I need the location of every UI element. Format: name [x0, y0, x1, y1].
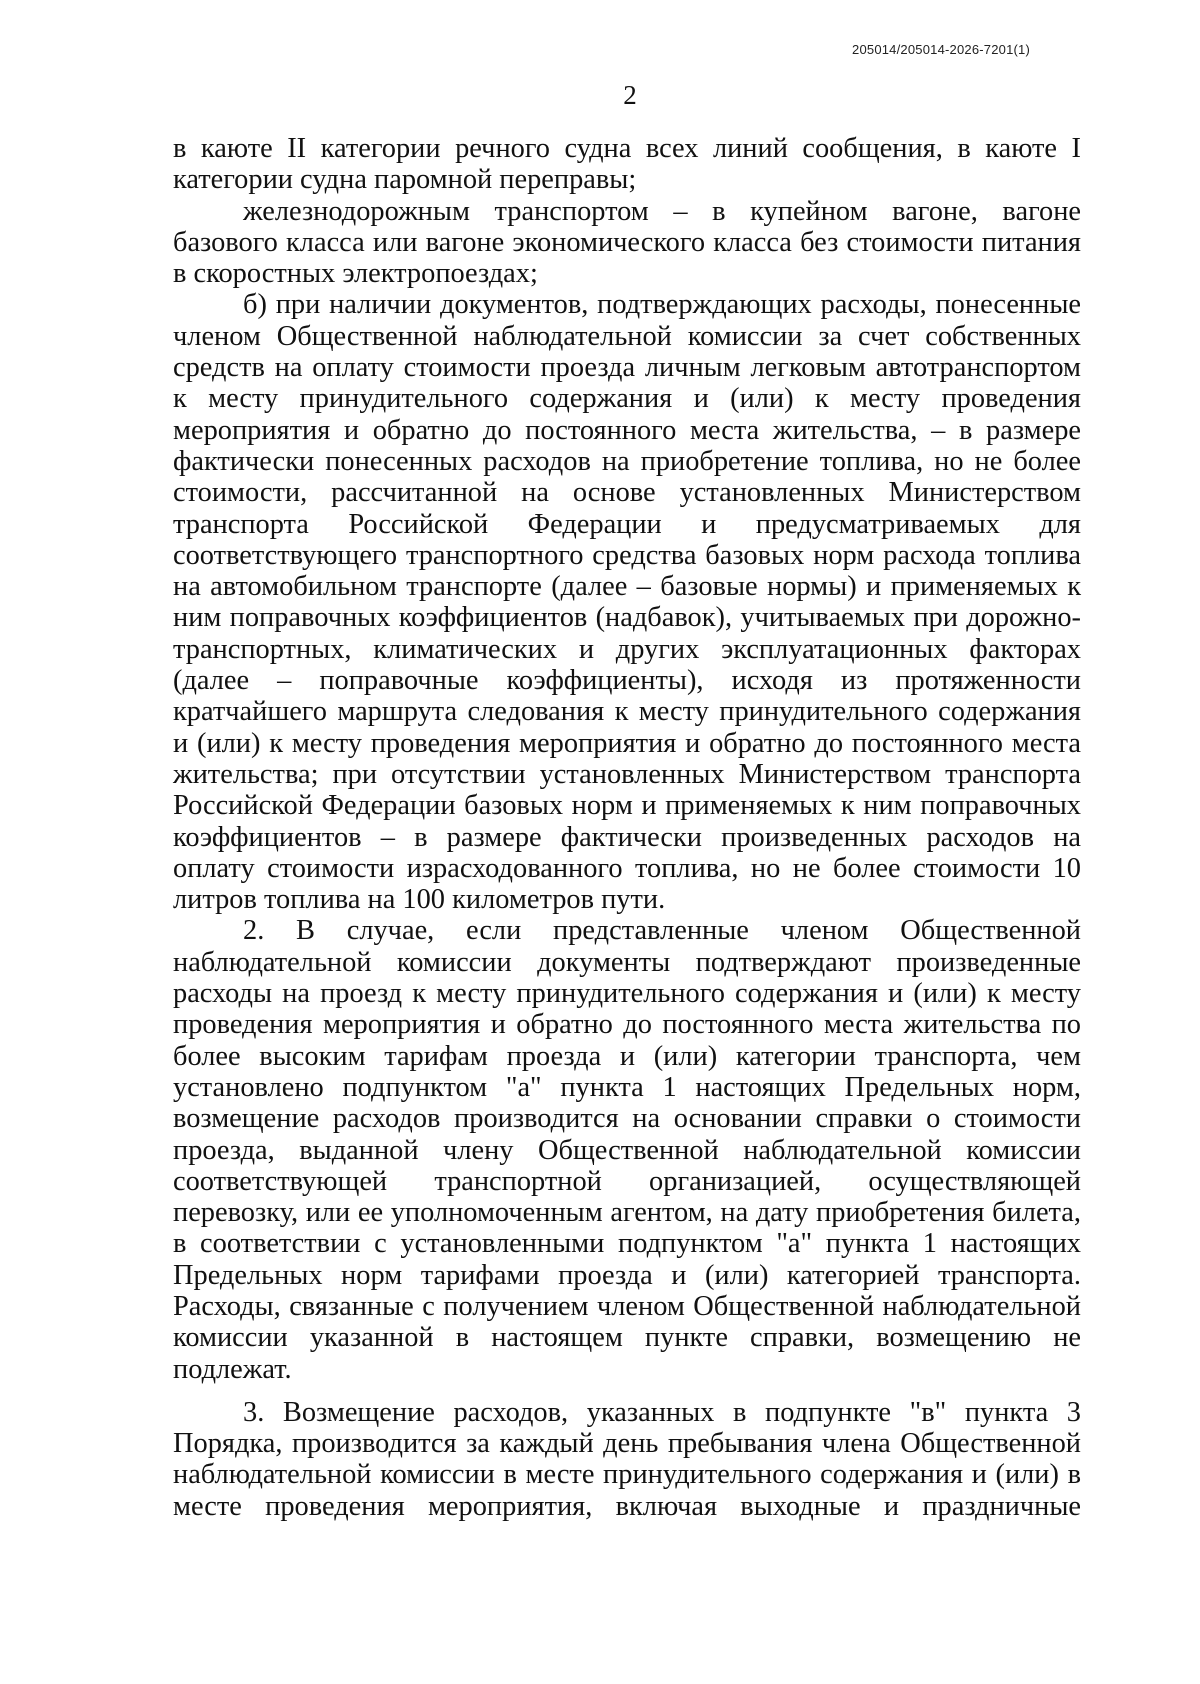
- paragraph-item-2: 2. В случае, если представленные членом Общественной наблюдательной комиссии документы подтверждают произведенные расходы на проезд к месту принудительного содержания и (или) к месту проведения мероприятия и обратно до постоянного места жительства по более высоким тарифам проезда и (или) категории транспорта, чем установлено подпунктом "а" пункта 1 настоящих Предельных норм, возмещение расходов производится на основании справки о стоимости проезда, выданной члену Общественной наблюдательной комиссии соответствующей транспортной организацией, осуществляющей перевозку, или ее уполномоченным агентом, на дату приобретения билета, в соответствии с установленными подпунктом "а" пункта 1 настоящих Предельных норм тарифами проезда и (или) категорией транспорта. Расходы, связанные с получением членом Общественной наблюдательной комиссии указанной в настоящем пункте справки, возмещению не подлежат.: [173, 915, 1081, 1385]
- paragraph-railway-transport: железнодорожным транспортом – в купейном вагоне, вагоне базового класса или вагоне экономического класса без стоимости питания в скоростных электропоездах;: [173, 195, 1081, 290]
- document-id: 205014/205014-2026-7201(1): [852, 42, 1030, 57]
- paragraph-subitem-b: б) при наличии документов, подтверждающих расходы, понесенные членом Общественной наблюдательной комиссии за счет собственных средств на оплату стоимости проезда личным легковым автотранспортом к месту принудительного содержания и (или) к месту проведения мероприятия и обратно до постоянного места жительства, – в размере фактически понесенных расходов на приобретение топлива, но не более стоимости, рассчитанной на основе установленных Министерством транспорта Российской Федерации и предусматриваемых для соответствующего транспортного средства базовых норм расхода топлива на автомобильном транспорте (далее – базовые нормы) и применяемых к ним поправочных коэффициентов (надбавок), учитываемых при дорожно-транспортных, климатических и других эксплуатационных факторах (далее – поправочные коэффициенты), исходя из протяженности кратчайшего маршрута следования к месту принудительного содержания и (или) к месту проведения мероприятия и обратно до постоянного места жительства; при отсутствии установленных Министерством транспорта Российской Федерации базовых норм и применяемых к ним поправочных коэффициентов – в размере фактически произведенных расходов на оплату стоимости израсходованного топлива, но не более стоимости 10 литров топлива на 100 километров пути.: [173, 289, 1081, 916]
- page-number: 2: [623, 80, 637, 110]
- paragraph-item-3: 3. Возмещение расходов, указанных в подпункте "в" пункта 3 Порядка, производится за каждый день пребывания члена Общественной наблюдательной комиссии в месте принудительного содержания и (или) в месте проведения мероприятия, включая выходные и праздничные: [173, 1396, 1081, 1522]
- document-body: [173, 133, 1081, 1522]
- paragraph-cabin-category: в каюте II категории речного судна всех линий сообщения, в каюте I категории судна паромной переправы;: [173, 133, 1081, 196]
